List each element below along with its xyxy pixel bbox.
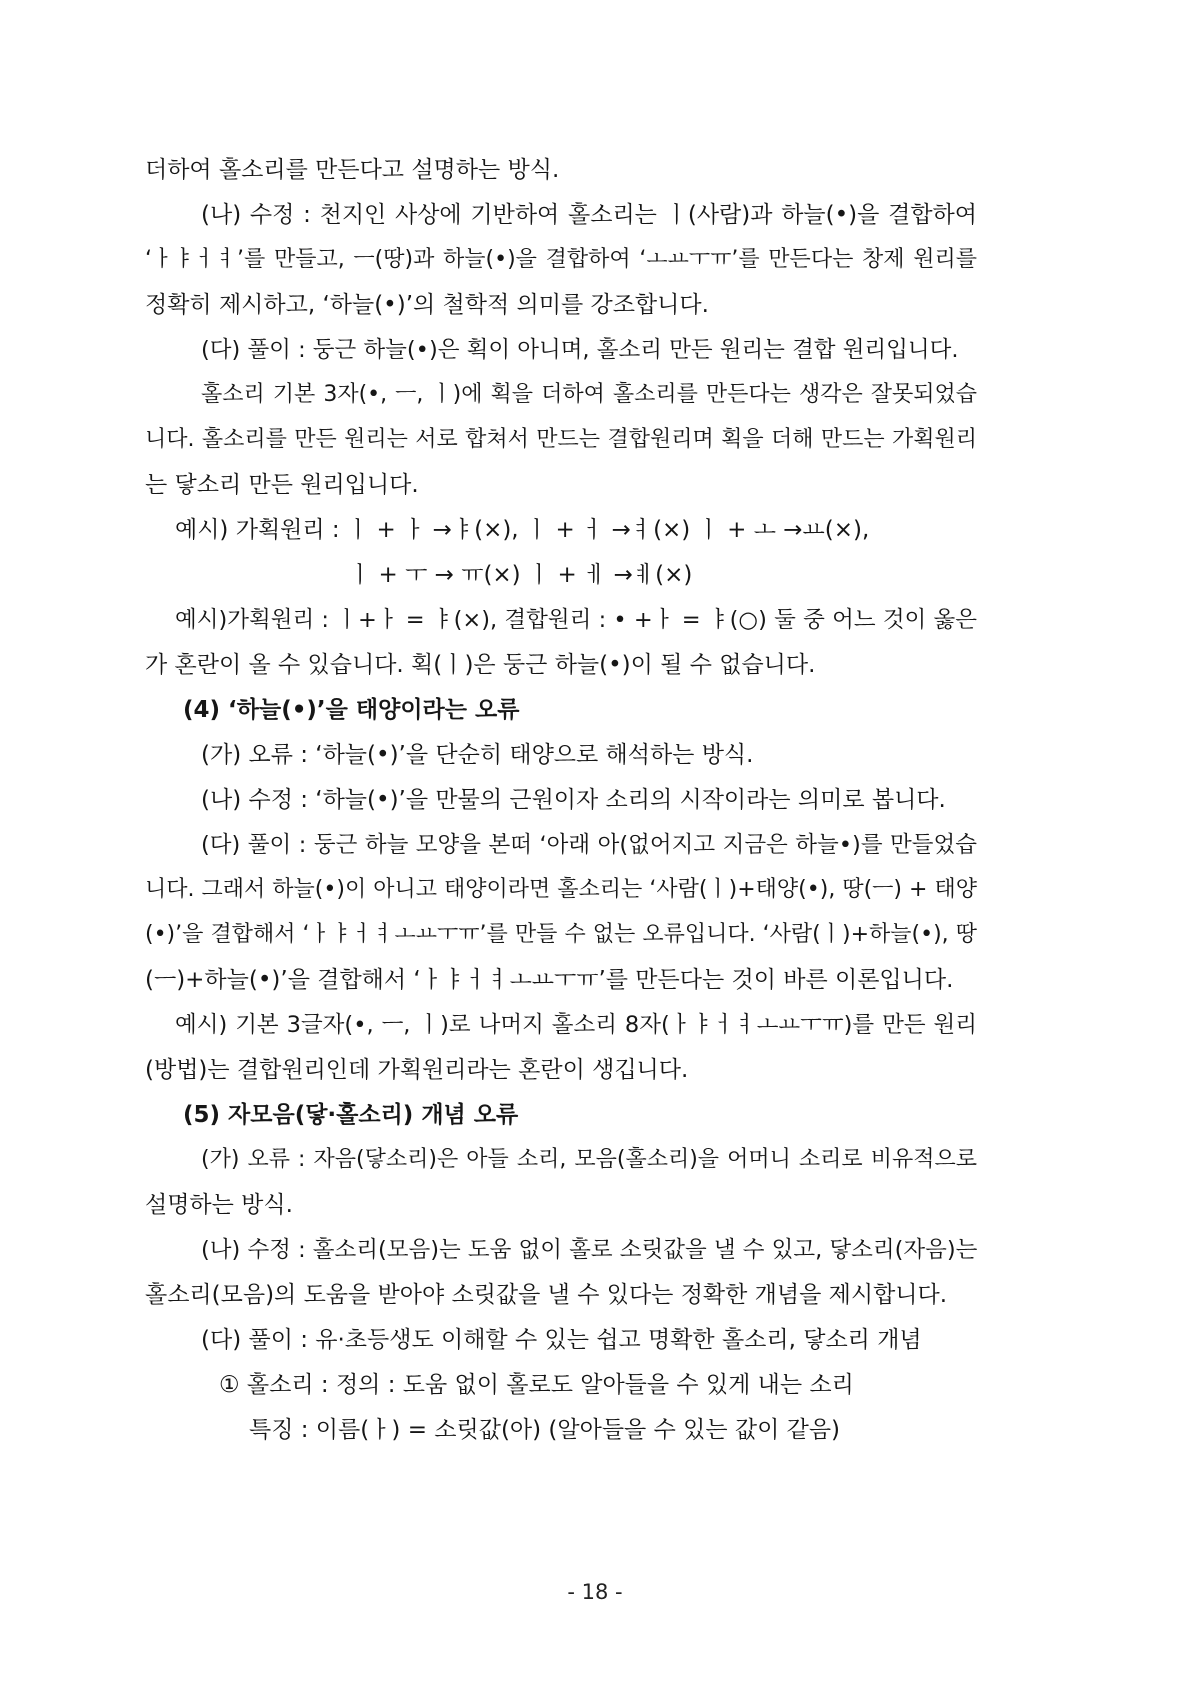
body-line: (나) 수정 : 홀소리(모음)는 도움 없이 홀로 소릿값을 낼 수 있고, 닿소리(자음)는 — [201, 1237, 977, 1263]
body-line: 가 혼란이 올 수 있습니다. 획(ㅣ)은 둥근 하늘(•)이 될 수 없습니다. — [145, 652, 816, 678]
body-line: (나) 수정 : ‘하늘(•)’을 만물의 근원이자 소리의 시작이라는 의미로 봅니다. — [201, 787, 946, 813]
body-line: (다) 풀이 : 둥근 하늘(•)은 획이 아니며, 홀소리 만든 원리는 결합 원리입니다. — [201, 337, 959, 363]
example-line: 예시) 기본 3글자(•, ㅡ, ㅣ)로 나머지 홀소리 8자(ㅏㅑㅓㅕㅗㅛㅜㅠ)를 만든 원리 — [175, 1012, 977, 1038]
body-line: 홀소리(모음)의 도움을 받아야 소릿값을 낼 수 있다는 정확한 개념을 제시합니다. — [145, 1282, 948, 1308]
example-line: ㅣ + ㅜ → ㅠ(×) ㅣ + ㅔ →ㅖ(×) — [349, 562, 693, 588]
page-number: - 18 - — [567, 1580, 623, 1604]
body-line: 니다. 그래서 하늘(•)이 아니고 태양이라면 홀소리는 ‘사람(ㅣ)+태양(•), 땅(ㅡ) + 태양 — [145, 877, 977, 902]
body-line: (다) 풀이 : 둥근 하늘 모양을 본떠 ‘아래 아(없어지고 지금은 하늘•)를 만들었습 — [201, 832, 977, 858]
body-line: (방법)는 결합원리인데 가획원리라는 혼란이 생깁니다. — [145, 1057, 689, 1083]
body-line: 정확히 제시하고, ‘하늘(•)’의 철학적 의미를 강조합니다. — [145, 292, 709, 318]
body-line: 더하여 홀소리를 만든다고 설명하는 방식. — [145, 157, 560, 183]
section-heading-4: (4) ‘하늘(•)’을 태양이라는 오류 — [183, 697, 520, 723]
body-line: (ㅡ)+하늘(•)’을 결합해서 ‘ㅏㅑㅓㅕㅗㅛㅜㅠ’를 만든다는 것이 바른 이론입니다. — [145, 967, 954, 993]
list-item-detail: 특징 : 이름(ㅏ) = 소릿값(아) (알아들을 수 있는 값이 같음) — [249, 1417, 841, 1443]
body-line: (가) 오류 : 자음(닿소리)은 아들 소리, 모음(홀소리)을 어머니 소리로 비유적으로 — [201, 1147, 977, 1172]
body-line: ‘ㅏㅑㅓㅕ’를 만들고, ㅡ(땅)과 하늘(•)을 결합하여 ‘ㅗㅛㅜㅠ’를 만든다는 창제 원리를 — [145, 247, 977, 272]
example-line: 예시) 가획원리 : ㅣ + ㅏ →ㅑ(×), ㅣ + ㅓ →ㅕ(×) ㅣ + ㅗ →ㅛ(×), — [175, 517, 870, 543]
body-line: (•)’을 결합해서 ‘ㅏㅑㅓㅕㅗㅛㅜㅠ’를 만들 수 없는 오류입니다. ‘사람(ㅣ)+하늘(•), 땅 — [145, 922, 977, 947]
body-line: 예시)가획원리 : ㅣ+ㅏ = ㅑ(×), 결합원리 : • +ㅏ = ㅑ(○) 둘 중 어느 것이 옳은 — [175, 607, 977, 633]
body-line: 니다. 홀소리를 만든 원리는 서로 합쳐서 만드는 결합원리며 획을 더해 만드는 가획원리 — [145, 427, 977, 452]
body-line: 설명하는 방식. — [145, 1192, 293, 1218]
body-line: (가) 오류 : ‘하늘(•)’을 단순히 태양으로 해석하는 방식. — [201, 742, 754, 768]
body-line: 는 닿소리 만든 원리입니다. — [145, 472, 419, 498]
list-item: ① 홀소리 : 정의 : 도움 없이 홀로도 알아들을 수 있게 내는 소리 — [219, 1372, 854, 1398]
body-line: 홀소리 기본 3자(•, ㅡ, ㅣ)에 획을 더하여 홀소리를 만든다는 생각은 잘못되었습 — [201, 382, 977, 407]
body-line: (다) 풀이 : 유·초등생도 이해할 수 있는 쉽고 명확한 홀소리, 닿소리 개념 — [201, 1327, 922, 1353]
section-heading-5: (5) 자모음(닿·홀소리) 개념 오류 — [183, 1102, 519, 1128]
body-line: (나) 수정 : 천지인 사상에 기반하여 홀소리는 ㅣ(사람)과 하늘(•)을 결합하여 — [201, 202, 977, 228]
